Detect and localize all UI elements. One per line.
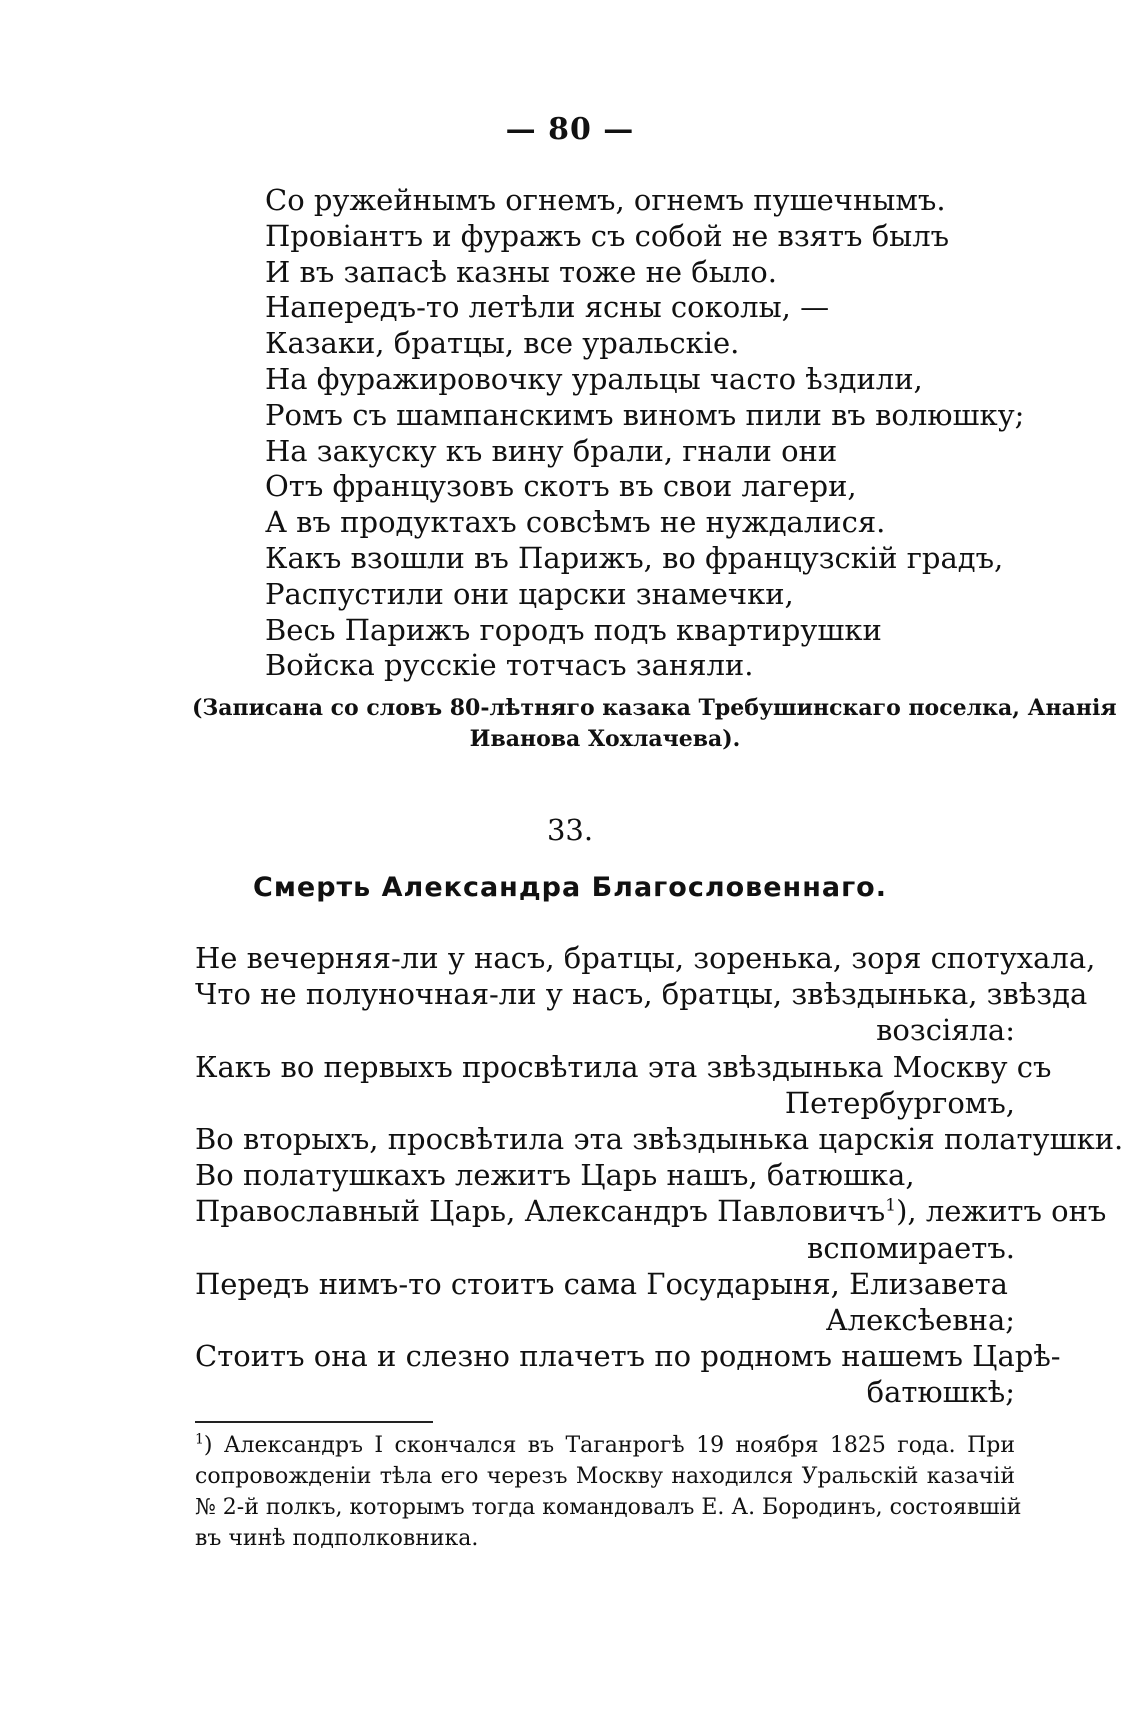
- poem-line-text: Православный Царь, Александръ Павловичъ: [195, 1194, 886, 1229]
- footnote-line: сопровожденіи тѣла его черезъ Москву находился Уральскій казачій: [195, 1464, 1015, 1489]
- verse-line: Ромъ съ шампанскимъ виномъ пили въ волюшку;: [265, 397, 1025, 432]
- poem-line-continuation: возсіяла:: [876, 1013, 1015, 1048]
- section-title: Смерть Александра Благословеннаго.: [253, 872, 887, 903]
- verse-line: Распустили они царски знамечки,: [265, 576, 794, 611]
- verse-line: Весь Парижъ городъ подъ квартирушки: [265, 612, 882, 647]
- poem-line-continuation: вспомираетъ.: [807, 1230, 1015, 1265]
- poem-line: Стоитъ она и слезно плачетъ по родномъ нашемъ Царѣ-: [195, 1339, 1061, 1374]
- footnote-mark: 1: [195, 1431, 204, 1448]
- source-note: [192, 693, 1117, 755]
- footnote-reference: 1: [885, 1195, 897, 1216]
- verse-line: Какъ взошли въ Парижъ, во французскій градъ,: [265, 540, 1004, 575]
- poem-line-text: ), лежитъ онъ: [896, 1194, 1107, 1229]
- poem-line: Передъ нимъ-то стоитъ сама Государыня, Елизавета: [195, 1266, 1008, 1301]
- source-note-line: (Записана со словъ 80-лѣтняго казака Требушинскаго поселка, Ананія: [192, 695, 1117, 721]
- page-number: — 80 —: [505, 112, 635, 147]
- footnote-text: ) Александръ I скончался въ Таганрогѣ 19 ноября 1825 года. При: [203, 1433, 1015, 1458]
- verse-line: Провіантъ и фуражъ съ собой не взятъ былъ: [265, 218, 950, 253]
- poem-line: [195, 1193, 1107, 1229]
- footnote-line: въ чинѣ подполковника.: [195, 1526, 479, 1551]
- verse-line: Отъ французовъ скотъ въ свои лагери,: [265, 469, 857, 504]
- verse-line: На фуражировочку уральцы часто ѣздили,: [265, 361, 923, 396]
- poem-line-continuation: Петербургомъ,: [784, 1085, 1015, 1120]
- verse-line: Войска русскіе тотчасъ заняли.: [265, 648, 754, 683]
- poem-line: Во полатушкахъ лежитъ Царь нашъ, батюшка,: [195, 1158, 915, 1193]
- footnote-line: [195, 1430, 1015, 1461]
- verse-line: Напередъ-то летѣли ясны соколы, —: [265, 290, 830, 325]
- poem-line-continuation: Алексѣевна;: [825, 1303, 1015, 1338]
- poem-body: [195, 940, 1124, 1411]
- poem-line-continuation: батюшкѣ;: [866, 1375, 1015, 1410]
- footnote-line: № 2-й полкъ, которымъ тогда командовалъ Е. А. Бородинъ, состоявшій: [195, 1495, 1022, 1520]
- footnote-divider: [195, 1421, 433, 1423]
- verse-line: Казаки, братцы, все уральскіе.: [265, 326, 740, 361]
- poem-line: Во вторыхъ, просвѣтила эта звѣздынька царскія полатушки.: [195, 1122, 1124, 1157]
- verse-line: Со ружейнымъ огнемъ, огнемъ пушечнымъ.: [265, 183, 946, 217]
- poem-line: Что не полуночная-ли у насъ, братцы, звѣздынька, звѣзда: [195, 977, 1088, 1012]
- verse-line: А въ продуктахъ совсѣмъ не нуждалися.: [265, 505, 886, 540]
- poem-line: Не вечерняя-ли у насъ, братцы, зоренька, зоря спотухала,: [195, 941, 1096, 975]
- poem-line: Какъ во первыхъ просвѣтила эта звѣздынька Москву съ: [195, 1049, 1052, 1084]
- verse-top: [265, 183, 1025, 684]
- footnote: [195, 1430, 1022, 1554]
- source-note-line: Иванова Хохлачева).: [469, 726, 741, 752]
- section-number: 33.: [546, 813, 594, 847]
- verse-line: И въ запасѣ казны тоже не было.: [265, 254, 777, 289]
- verse-line: На закуску къ вину брали, гнали они: [265, 433, 838, 468]
